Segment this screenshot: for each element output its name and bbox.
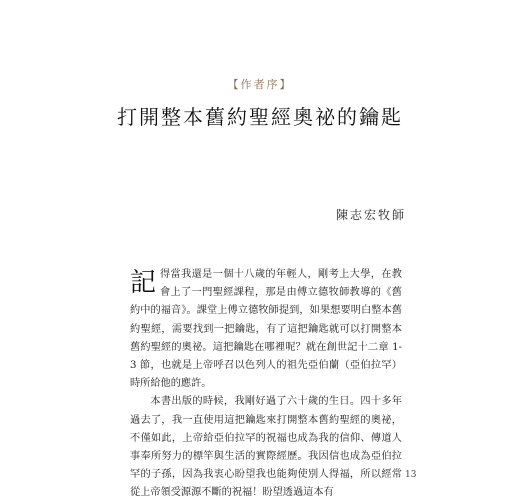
section-label: 【作者序】 — [227, 78, 293, 91]
author-name: 陳志宏牧師 — [335, 208, 406, 222]
paragraph-2: 本書出版的時候，我剛好過了六十歲的生日。四十多年過去了，我一直使用這把鑰匙來打開整本舊約聖經的奧祕，不僅如此，上帝給亞伯拉罕的祝福也成為我的信仰、傳道人事奉所努力的標竿與生活的實際經歷。我因信也成為亞伯拉罕的子孫，因為我衷心盼望我也能夠使別人得福，所以經常從上帝領受源源不斷的祝福！盼望透過這本有 — [130, 396, 402, 499]
drop-cap: 記 — [130, 268, 157, 298]
page-title: 打開整本舊約聖經奧祕的鑰匙 — [117, 105, 403, 129]
paragraph-1-text: 得當我還是一個十八歲的年輕人，剛考上大學，在教會上了一門聖經課程，那是由傅立德牧師教導的《舊約中的福音》。課堂上傅立德牧師提到，如果想要明白整本舊約聖經，需要找到一把鑰匙，有了這把鑰匙就可以打開整本舊約聖經的奧祕。這把鑰匙在哪裡呢？就在創世記十二章 1-3 節，也就是上帝呼召以色列人的祖先亞伯蘭（亞伯拉罕）時所給他的應許。 — [130, 269, 402, 390]
page-number: 13 — [405, 470, 417, 480]
body-text — [130, 266, 402, 503]
paragraph-1 — [130, 266, 402, 393]
